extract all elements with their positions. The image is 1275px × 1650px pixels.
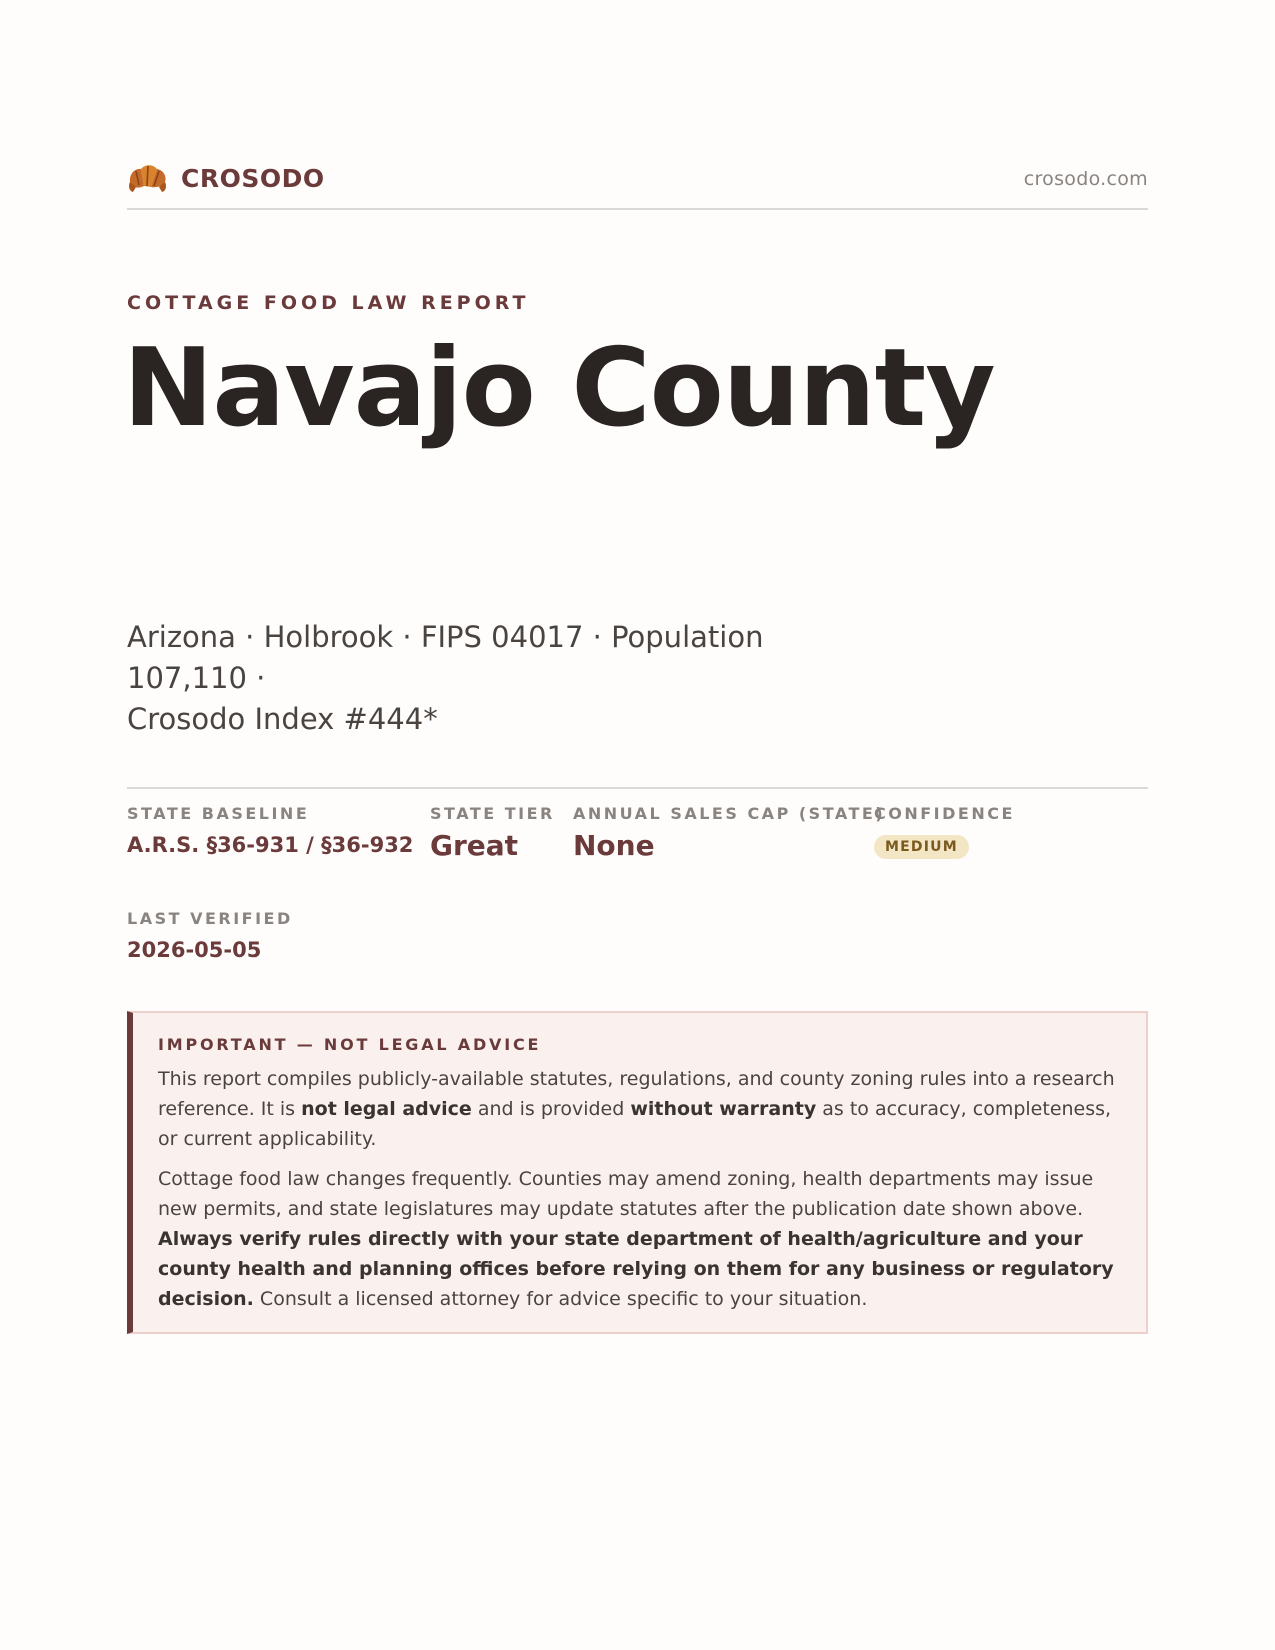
- stat-value: None: [573, 829, 655, 862]
- report-eyebrow: COTTAGE FOOD LAW REPORT: [127, 292, 530, 314]
- disclaimer-paragraph-1: This report compiles publicly-available statutes, regulations, and county zoning rules into a research reference. It is not legal advice and is provided without warranty as to accuracy, completeness, or current applicability.: [158, 1068, 1115, 1150]
- county-summary-line-1: Arizona · Holbrook · FIPS 04017 · Population 107,110 ·: [127, 620, 764, 695]
- stat-state-tier: [430, 804, 555, 862]
- stat-state-baseline: [127, 804, 413, 857]
- brand: [127, 160, 325, 196]
- page-header: [127, 158, 1148, 210]
- disclaimer-paragraph-2: Cottage food law changes frequently. Counties may amend zoning, health departments may issue new permits, and state legislatures may update statutes after the publication date shown above. Always verify rules directly with your state department of health/agriculture and your county health and planning offices before relying on them for any business or regulatory decision. Consult a licensed attorney for advice specific to your situation.: [158, 1168, 1114, 1310]
- stat-label: LAST VERIFIED: [127, 909, 293, 928]
- stat-label: STATE TIER: [430, 804, 555, 823]
- stat-confidence: [874, 804, 1015, 859]
- stat-annual-sales-cap: [573, 804, 885, 862]
- county-summary: [127, 617, 847, 740]
- disclaimer-heading: IMPORTANT — NOT LEGAL ADVICE: [158, 1035, 542, 1054]
- confidence-badge: MEDIUM: [874, 835, 969, 859]
- stat-value: A.R.S. §36-931 / §36-932: [127, 833, 414, 857]
- stat-value: 2026-05-05: [127, 938, 262, 962]
- stats-divider: [127, 787, 1148, 789]
- stat-label: STATE BASELINE: [127, 804, 310, 823]
- stat-value: Great: [430, 829, 519, 862]
- county-summary-line-2: Crosodo Index #444*: [127, 702, 438, 736]
- stat-last-verified: [127, 909, 293, 962]
- site-url[interactable]: crosodo.com: [1023, 168, 1148, 190]
- brand-name: CROSODO: [181, 163, 325, 193]
- croissant-icon: [127, 160, 169, 196]
- page-title: Navajo County: [123, 326, 995, 451]
- stat-label: CONFIDENCE: [874, 804, 1015, 823]
- legal-disclaimer: [127, 1011, 1148, 1334]
- stat-label: ANNUAL SALES CAP (STATE): [573, 804, 886, 823]
